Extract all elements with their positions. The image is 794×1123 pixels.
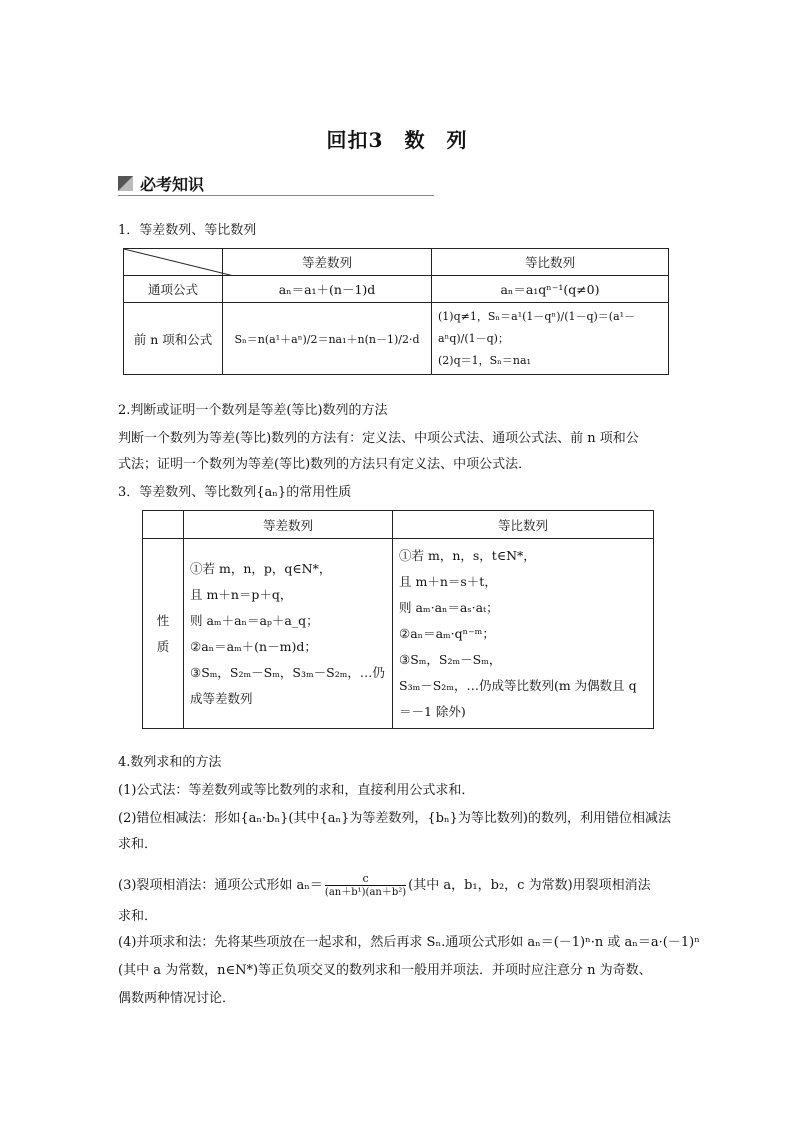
- section-label: 必考知识: [140, 175, 205, 194]
- item1-heading: 1．等差数列、等比数列: [118, 223, 257, 238]
- arith-prop-line: 且 m＋n＝p＋q，: [190, 586, 293, 602]
- item4-p3-line2: 求和．: [118, 909, 158, 924]
- item4-p4-line2: (其中 a 为常数，n∈N*)等正负项交叉的数列求和一般用并项法．并项时应注意分 n 为奇数、: [118, 963, 652, 978]
- p3-fraction: [325, 872, 406, 899]
- table2-corner-cell: [143, 511, 184, 539]
- table1-row2-geo-case2: (2)q＝1，Sₙ＝na₁: [438, 353, 531, 367]
- properties-table: [142, 510, 654, 729]
- item4-heading: 4.数列求和的方法: [118, 755, 222, 770]
- table2-arith-properties: [184, 539, 393, 729]
- geo-prop-line: 则 aₘ·aₙ＝aₛ·aₜ；: [399, 599, 499, 615]
- item4-p2-line1: (2)错位相减法：形如{aₙ·bₙ}(其中{aₙ}为等差数列，{bₙ}为等比数列)的数列，利用错位相减法: [118, 811, 671, 826]
- item4-p2-line2: 求和．: [118, 837, 158, 852]
- p3-prefix: (3)裂项相消法：通项公式形如 aₙ＝: [118, 878, 323, 893]
- table1-row1-geo: aₙ＝a₁qⁿ⁻¹(q≠0): [432, 276, 669, 303]
- item3-heading: 3．等差数列、等比数列{aₙ}的常用性质: [118, 485, 352, 500]
- table2-row-label-1: 性: [156, 612, 170, 628]
- table1-row2-arith: Sₙ＝n(a¹＋aⁿ)/2＝na₁＋n(n－1)/2·d: [223, 303, 432, 375]
- item2-line2: 式法；证明一个数列为等差(等比)数列的方法只有定义法、中项公式法．: [118, 457, 532, 472]
- table1-row1-label: 通项公式: [124, 276, 223, 303]
- arith-prop-line: 则 aₘ＋aₙ＝aₚ＋a_q；: [190, 612, 319, 628]
- arith-prop-line: ①若 m，n，p，q∈N*，: [190, 560, 332, 576]
- geo-prop-line: 且 m＋n＝s＋t，: [399, 573, 497, 589]
- table2-row-label: [143, 539, 184, 729]
- table1-row1-arith: aₙ＝a₁＋(n－1)d: [223, 276, 432, 303]
- table1-row2-geo: [432, 303, 669, 375]
- p3-denominator: (an＋b¹)(an＋b²): [324, 887, 407, 898]
- table2-header-arith: 等差数列: [184, 511, 393, 539]
- geo-prop-line: ＝－1 除外): [399, 703, 466, 719]
- item4-p4-line3: 偶数两种情况讨论．: [118, 991, 236, 1006]
- arith-prop-line: ③Sₘ，S₂ₘ－Sₘ，S₃ₘ－S₂ₘ，…仍: [190, 664, 385, 680]
- diagonal-line: [124, 249, 234, 276]
- arith-prop-line: 成等差数列: [190, 690, 253, 706]
- geo-prop-line: ①若 m，n，s，t∈N*，: [399, 547, 536, 563]
- item2-line1: 判断一个数列为等差(等比)数列的方法有：定义法、中项公式法、通项公式法、前 n 项和公: [118, 431, 639, 446]
- p3-suffix: (其中 a，b₁，b₂，c 为常数)用裂项相消法: [408, 878, 651, 893]
- geo-prop-line: ②aₙ＝aₘ·qⁿ⁻ᵐ；: [399, 625, 495, 641]
- section-marker-icon: [118, 176, 133, 191]
- page-title: 回扣3 数 列: [326, 128, 468, 152]
- table2-header-geo: 等比数列: [393, 511, 654, 539]
- section-divider: [118, 195, 434, 196]
- section-header: [118, 172, 434, 196]
- table1-row2-label: 前 n 项和公式: [124, 303, 223, 375]
- table1-header-geo: 等比数列: [432, 249, 669, 276]
- table2-row-label-2: 质: [156, 638, 170, 654]
- table1-row2-geo-case1: (1)q≠1，Sₙ＝a¹(1－qⁿ)/(1－q)＝(a¹－aⁿq)/(1－q)；: [438, 309, 636, 345]
- item4-p3-line1: [118, 872, 651, 899]
- arith-prop-line: ②aₙ＝aₘ＋(n－m)d；: [190, 638, 317, 654]
- item4-p4-line1: (4)并项求和法：先将某些项放在一起求和，然后再求 Sₙ.通项公式形如 aₙ＝(－1)ⁿ·n 或 aₙ＝a·(－1)ⁿ: [118, 935, 700, 950]
- table1-header-arith: 等差数列: [223, 249, 432, 276]
- formula-table: [123, 248, 669, 375]
- geo-prop-line: ③Sₘ，S₂ₘ－Sₘ，: [399, 651, 502, 667]
- p3-numerator: c: [325, 872, 406, 886]
- geo-prop-line: S₃ₘ－S₂ₘ，…仍成等比数列(m 为偶数且 q: [399, 677, 637, 693]
- item2-heading: 2.判断或证明一个数列是等差(等比)数列的方法: [118, 403, 388, 418]
- item4-p1: (1)公式法：等差数列或等比数列的求和，直接利用公式求和．: [118, 783, 475, 798]
- table2-geo-properties: [393, 539, 654, 729]
- table1-corner-cell: [124, 249, 223, 276]
